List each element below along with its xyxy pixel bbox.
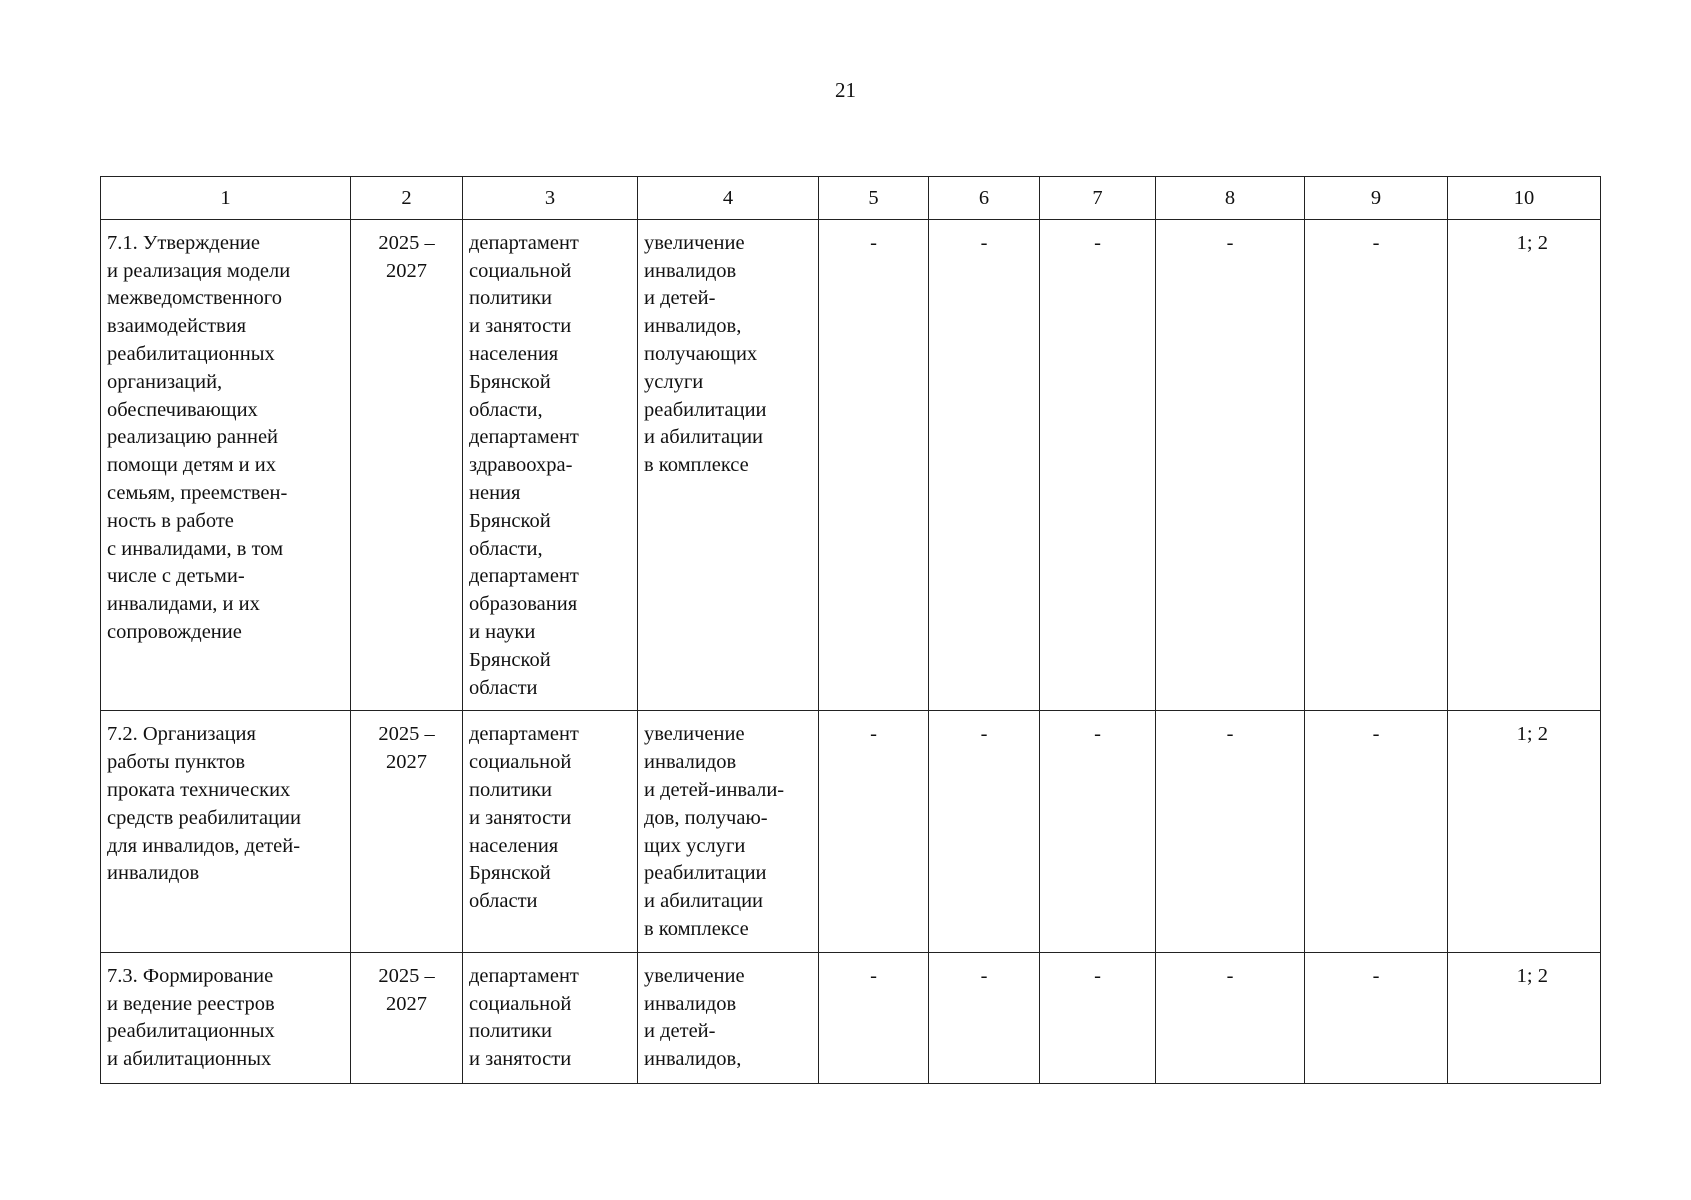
column-header: 7 bbox=[1040, 177, 1156, 220]
value-cell: - bbox=[1305, 219, 1448, 711]
column-header: 8 bbox=[1156, 177, 1305, 220]
value-cell: - bbox=[819, 711, 929, 952]
executor-cell: департамент социальной политики и занятости населения Брянской области bbox=[463, 711, 638, 952]
measure-cell: 7.3. Формирование и ведение реестров реабилитационных и абилитационных bbox=[101, 952, 351, 1083]
value-cell: - bbox=[1305, 952, 1448, 1083]
value-cell: - bbox=[819, 952, 929, 1083]
value-cell: - bbox=[1040, 219, 1156, 711]
page-number: 21 bbox=[835, 78, 856, 102]
column-header: 2 bbox=[351, 177, 463, 220]
period-cell: 2025 – 2027 bbox=[351, 711, 463, 952]
column-header: 1 bbox=[101, 177, 351, 220]
column-header: 9 bbox=[1305, 177, 1448, 220]
table-header-row bbox=[101, 177, 1601, 220]
column-header: 10 bbox=[1448, 177, 1601, 220]
measures-table bbox=[100, 176, 1601, 1084]
source-cell: 1; 2 bbox=[1448, 219, 1601, 711]
value-cell: - bbox=[819, 219, 929, 711]
column-header: 6 bbox=[929, 177, 1040, 220]
result-cell: увеличение инвалидов и детей-инвали- дов, получаю- щих услуги реабилитации и абилитации в комплексе bbox=[638, 711, 819, 952]
source-cell: 1; 2 bbox=[1448, 952, 1601, 1083]
column-header: 5 bbox=[819, 177, 929, 220]
value-cell: - bbox=[1305, 711, 1448, 952]
value-cell: - bbox=[929, 711, 1040, 952]
table-row bbox=[101, 711, 1601, 952]
measure-cell: 7.1. Утверждение и реализация модели межведомственного взаимодействия реабилитационных организаций, обеспечивающих реализацию ранней помощи детям и их семьям, преемствен- ность в работе с инвалидами, в том числе с детьми- инвалидами, и их сопровождение bbox=[101, 219, 351, 711]
value-cell: - bbox=[1040, 711, 1156, 952]
value-cell: - bbox=[929, 219, 1040, 711]
period-cell: 2025 – 2027 bbox=[351, 952, 463, 1083]
result-cell: увеличение инвалидов и детей- инвалидов, получающих услуги реабилитации и абилитации в комплексе bbox=[638, 219, 819, 711]
source-cell: 1; 2 bbox=[1448, 711, 1601, 952]
executor-cell: департамент социальной политики и занятости bbox=[463, 952, 638, 1083]
result-cell: увеличение инвалидов и детей- инвалидов, bbox=[638, 952, 819, 1083]
value-cell: - bbox=[1156, 219, 1305, 711]
column-header: 3 bbox=[463, 177, 638, 220]
measure-cell: 7.2. Организация работы пунктов проката технических средств реабилитации для инвалидов, детей- инвалидов bbox=[101, 711, 351, 952]
column-header: 4 bbox=[638, 177, 819, 220]
table-row bbox=[101, 219, 1601, 711]
period-cell: 2025 – 2027 bbox=[351, 219, 463, 711]
value-cell: - bbox=[1156, 952, 1305, 1083]
value-cell: - bbox=[929, 952, 1040, 1083]
value-cell: - bbox=[1040, 952, 1156, 1083]
table-row bbox=[101, 952, 1601, 1083]
value-cell: - bbox=[1156, 711, 1305, 952]
executor-cell: департамент социальной политики и занятости населения Брянской области, департамент здравоохра- нения Брянской области, департамент образования и науки Брянской области bbox=[463, 219, 638, 711]
